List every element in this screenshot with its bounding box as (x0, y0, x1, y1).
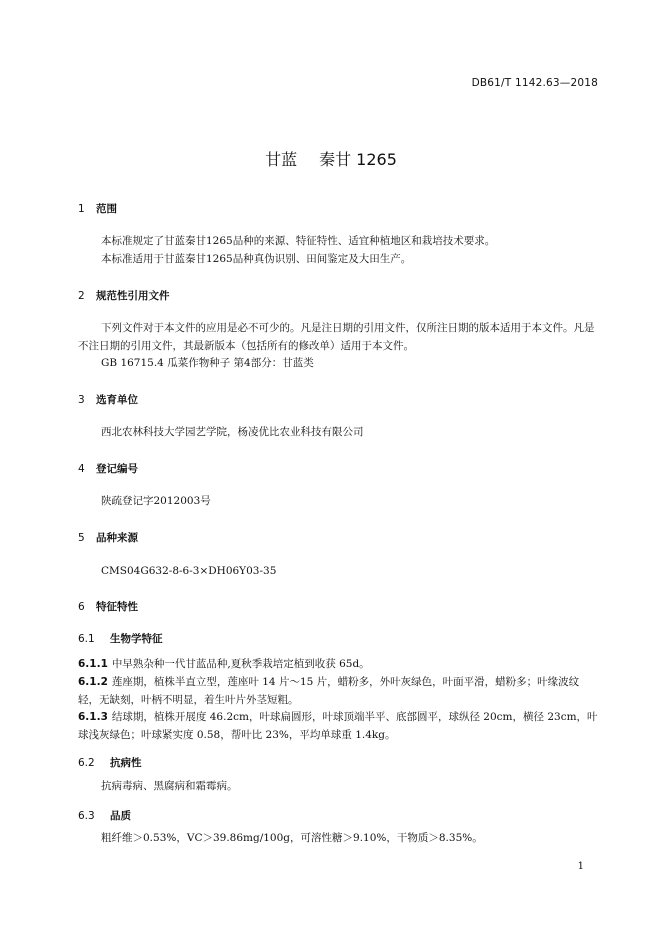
section-6-1-heading: 6.1 生物学特征 (78, 633, 163, 645)
standard-number: DB61/T 1142.63—2018 (471, 77, 598, 89)
section-2-para-1: 下列文件对于本文件的应用是必不可少的。凡是注日期的引用文件，仅所注日期的版本适用于本文件。凡是不注日期的引用文件，其最新版本（包括所有的修改单）适用于本文件。 (78, 322, 595, 352)
document-title (0, 147, 662, 170)
section-2-reference: GB 16715.4 瓜菜作物种子 第4部分：甘蓝类 (101, 357, 314, 369)
section-1-para-2: 本标准适用于甘蓝秦甘1265品种真伪识别、田间鉴定及大田生产。 (101, 253, 412, 265)
title-part1: 甘蓝 (265, 150, 298, 169)
section-4-heading: 4 登记编号 (78, 463, 138, 475)
section-4-para: 陕疏登记字2012003号 (101, 495, 211, 507)
section-6-3-para: 粗纤维＞0.53%，VC＞39.86mg/100g，可溶性糖＞9.10%，干物质＞8.35%。 (101, 832, 483, 844)
section-5-heading: 5 品种来源 (78, 532, 138, 544)
section-1-para-1: 本标准规定了甘蓝秦甘1265品种的来源、特征特性、适宜种植地区和栽培技术要求。 (101, 235, 496, 247)
title-part2: 秦甘 1265 (319, 150, 397, 169)
section-1-heading: 1 范围 (78, 203, 117, 215)
clause-6-1-2: 6.1.2 莲座期，植株半直立型，莲座叶 14 片～15 片，蜡粉多，外叶灰绿色，叶面平滑，蜡粉多；叶缘波纹轻，无缺刻，叶柄不明显，着生叶片外茎短粗。 (78, 676, 580, 706)
section-6-3-heading: 6.3 品质 (78, 810, 131, 822)
clause-6-1-3: 6.1.3 结球期，植株开展度 46.2cm，叶球扁圆形，叶球顶端半平、底部圆平，球纵径 20cm，横径 23cm，叶球浅灰绿色；叶球紧实度 0.58，帮叶比 23%，平均单球重 1.4kg。 (78, 711, 598, 741)
clause-6-1-1: 6.1.1 中早熟杂种一代甘蓝品种,夏秋季栽培定植到收获 65d。 (78, 658, 370, 670)
section-6-heading: 6 特征特性 (78, 601, 138, 613)
section-3-heading: 3 选育单位 (78, 394, 138, 406)
section-2-heading: 2 规范性引用文件 (78, 290, 170, 302)
section-6-2-heading: 6.2 抗病性 (78, 757, 142, 769)
page-number: 1 (577, 861, 584, 872)
section-6-2-para: 抗病毒病、黑腐病和霜霉病。 (101, 780, 238, 792)
section-3-para: 西北农林科技大学园艺学院，杨凌优比农业科技有限公司 (101, 426, 364, 438)
section-5-para: CMS04G632-8-6-3×DH06Y03-35 (101, 565, 277, 577)
